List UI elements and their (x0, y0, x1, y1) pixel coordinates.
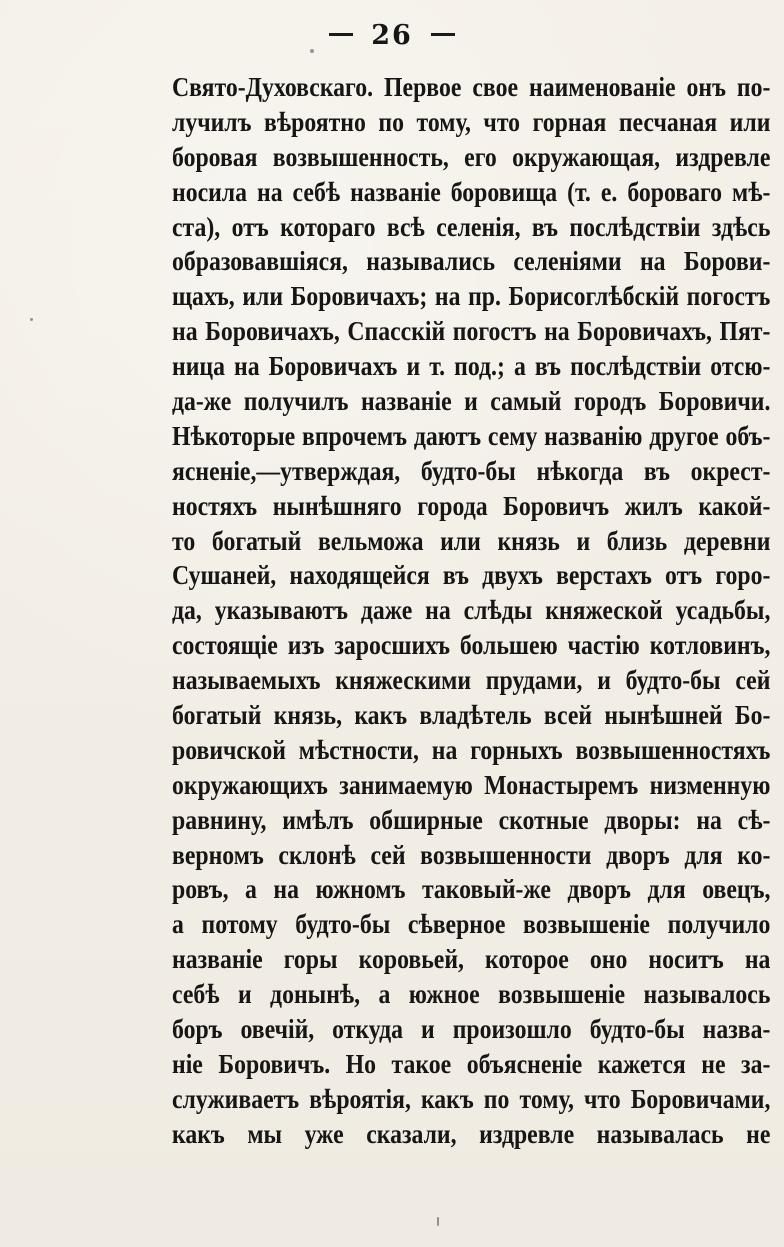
body-text (172, 70, 770, 1152)
text-line: боровая возвышенность, его окружающая, издревле (172, 141, 771, 172)
page-number: 26 (371, 20, 413, 51)
text-line: ница на Боровичахъ и т. под.; а въ послѣдствіи отсю- (172, 351, 771, 382)
header-dash-right (431, 33, 455, 36)
text-line: ностяхъ нынѣшняго города Боровичъ жилъ какой- (172, 490, 771, 521)
text-line: ста), отъ котораго всѣ селенія, въ послѣдствіи здѣсь (172, 211, 771, 242)
text-line: щахъ, или Боровичахъ; на пр. Борисоглѣбскій погостъ (172, 281, 771, 312)
text-line: Сушаней, находящейся въ двухъ верстахъ отъ горо- (172, 560, 771, 591)
text-line: называемыхъ княжескими прудами, и будто-бы сей (172, 665, 771, 696)
text-line: да-же получилъ названіе и самый городъ Боровичи. (172, 386, 771, 417)
text-line: носила на себѣ названіе боровища (т. е. бороваго мѣ- (172, 176, 771, 207)
text-line: да, указываютъ даже на слѣды княжеской усадьбы, (172, 595, 771, 626)
text-line: богатый князь, какъ владѣтель всей нынѣшней Бо- (172, 700, 771, 731)
text-line: ніе Боровичъ. Но такое объясненіе кажется не за- (172, 1048, 771, 1079)
header-dash-left (329, 33, 353, 36)
text-line: ровичской мѣстности, на горныхъ возвышенностяхъ (172, 734, 771, 765)
text-line: Свято-Духовскаго. Первое свое наименованіе онъ по- (172, 72, 771, 102)
text-line: то богатый вельможа или князь и близь деревни (172, 525, 771, 556)
paper-speck (437, 1217, 439, 1226)
text-line: ровъ, а на южномъ таковый-же дворъ для овецъ, (172, 874, 771, 905)
paper-speck (310, 49, 314, 53)
text-line: верномъ склонѣ сей возвышенности дворъ для ко- (172, 839, 771, 870)
text-line: себѣ и донынѣ, а южное возвышеніе называлось (172, 979, 771, 1010)
paper-speck (30, 318, 33, 321)
text-line: Нѣкоторые впрочемъ даютъ сему названію другое объ- (172, 420, 771, 451)
text-line: окружающихъ занимаемую Монастыремъ низменную (172, 769, 771, 800)
text-line: ясненіе,—утверждая, будто-бы нѣкогда въ окрест- (172, 455, 771, 486)
text-line: состоящіе изъ заросшихъ большею частію котловинъ, (172, 630, 771, 661)
text-line: названіе горы коровьей, которое оно носитъ на (172, 944, 771, 975)
running-header (0, 20, 784, 51)
text-line: а потому будто-бы сѣверное возвышеніе получило (172, 909, 771, 940)
text-line: образовавшіяся, назывались селеніями на Борови- (172, 246, 771, 277)
text-line: равнину, имѣлъ обширные скотные дворы: на сѣ- (172, 804, 771, 835)
text-line: какъ мы уже сказали, издревле называлась не (172, 1118, 771, 1149)
text-line: боръ овечій, откуда и произошло будто-бы назва- (172, 1014, 771, 1045)
text-line: служиваетъ вѣроятія, какъ по тому, что Боровичами, (172, 1083, 771, 1114)
text-line: лучилъ вѣроятно по тому, что горная песчаная или (172, 106, 771, 137)
text-line: на Боровичахъ, Спасскій погостъ на Боровичахъ, Пят- (172, 316, 771, 347)
